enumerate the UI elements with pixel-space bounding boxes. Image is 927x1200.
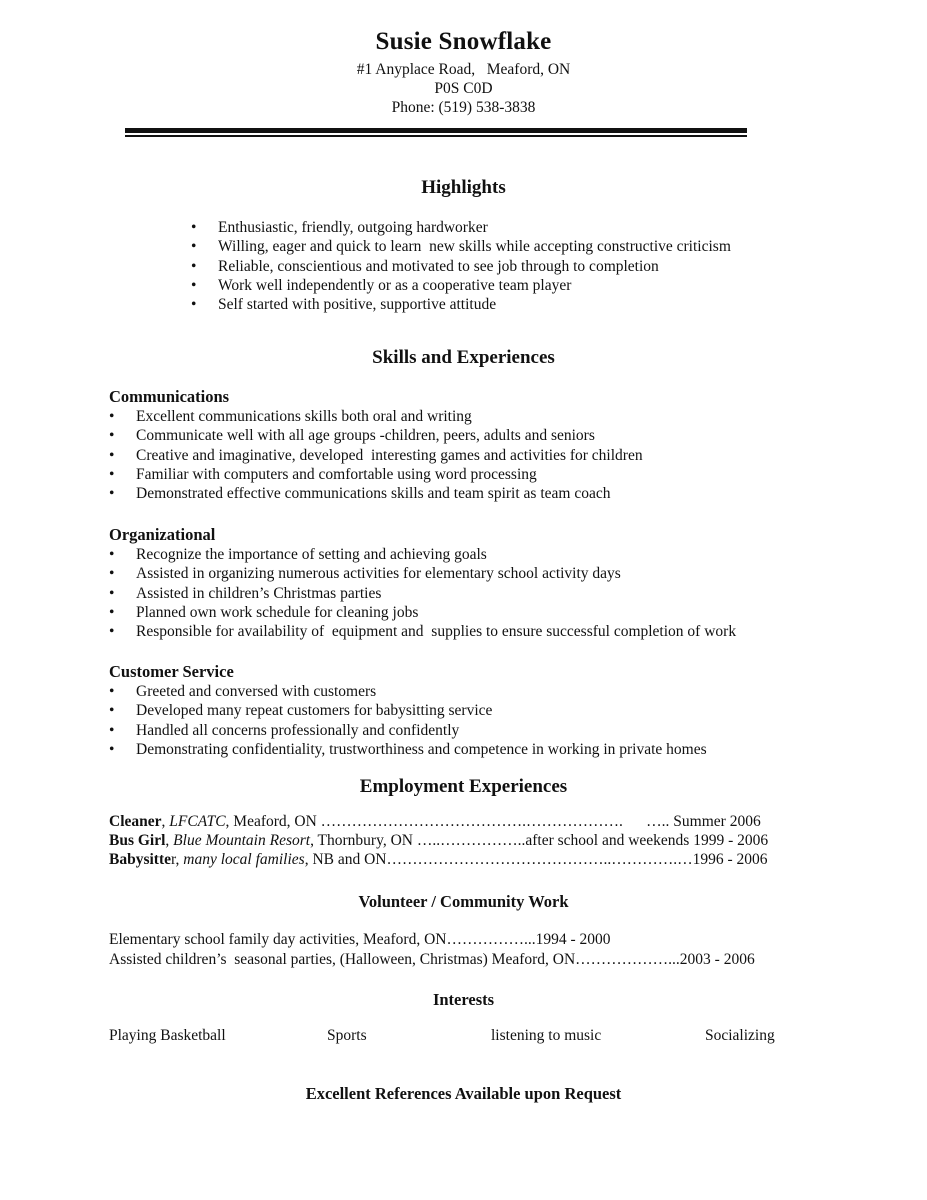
interest-item: Playing Basketball [109,1027,226,1044]
bullet-icon: • [109,721,115,739]
bullet-icon: • [191,257,197,275]
bullet-icon: • [191,276,197,294]
bullet-icon: • [109,408,115,425]
bullet-icon: • [191,219,197,236]
bullet-icon: • [109,465,115,483]
address-line-2: P0S C0D [434,80,493,97]
employment-row: Cleaner, LFCATC, Meaford, ON ………………………………….………………. ….. Summer 2006 [109,813,761,830]
header-divider-thick [125,128,747,133]
interest-item: Sports [327,1027,367,1044]
interest-item: listening to music [491,1027,602,1044]
employment-heading: Employment Experiences [359,776,568,797]
bullet-icon: • [191,238,197,256]
bullet-icon: • [109,446,115,464]
organizational-subheading: Organizational [109,525,216,544]
bullet-icon: • [191,296,197,314]
address-line-1: #1 Anyplace Road, Meaford, ON [356,61,571,78]
volunteer-row: Elementary school family day activities, Meaford, ON……………...1994 - 2000 [109,931,611,948]
bullet-icon: • [109,603,115,621]
resume-page: Susie Snowflake #1 Anyplace Road, Meaford, ON P0S C0D Phone: (519) 538-3838 Highlights • Enthusiastic, friendly, outgoing hardworker • Willing, eager and quick to learn new skills while accepting constructive criticism • Reliable, conscientious and motivated to see job through to completion • Work well independently or as a cooperative team player • Self started with positive, supportive attitude Skills and Experiences Communications • Excellent communications skills both oral and writing • Communicate well with all age groups -children, peers, adults and seniors • Creative and imaginative, developed interesting games and activities for children • Familiar with computers and comfortable using word processing • Demonstrated effective communications skills and team spirit as team coach Organizational • Recognize the importance of setting and achieving goals • Assisted in organizing numerous activities for elementary school activity days • Assisted in children’s Christmas parties • Planned own work schedule for cleaning jobs • Responsible for availability of equipment and supplies to ensure successful completion of work Customer Service • Greeted and conversed with customers • Developed many repeat customers for babysitting service • Handled all concerns professionally and confidently • Demonstrating confidentiality, trustworthiness and competence in working in private homes Employment Experiences Cleaner, LFCATC, Meaford, ON ………………………………….………………. ….. Summer 2006 Bus Girl, Blue Mountain Resort, Thornbury, ON …..……………..after school and weekends 1999 - 2006 Babysitter, many local families, NB and ON……………………………………..………….…1996 - 2006 Volunteer / Community Work Elementary school family day activities, Meaford, ON……………...1994 - 2000 Assisted children’s seasonal parties, (Halloween, Christmas) Meaford, ON………………...2003 - 2006 Interests Playing Basketball Sports listening to music Socializing Excellent References Available upon Request [0,0,927,1200]
interests-heading: Interests [432,990,495,1009]
employment-row: Bus Girl, Blue Mountain Resort, Thornbury, ON …..……………..after school and weekends 1999 - 2006 [109,832,769,849]
bullet-icon: • [109,584,115,602]
phone-number: Phone: (519) 538-3838 [391,99,536,116]
volunteer-row: Assisted children’s seasonal parties, (Halloween, Christmas) Meaford, ON………………...2003 - 2006 [109,951,755,968]
communications-subheading: Communications [109,387,230,406]
employment-row: Babysitter, many local families, NB and ON……………………………………..………….…1996 - 2006 [109,851,768,868]
bullet-icon: • [109,683,115,700]
bullet-icon: • [109,702,115,720]
interest-item: Socializing [705,1027,775,1044]
bullet-icon: • [109,546,115,563]
bullet-icon: • [109,623,115,641]
bullet-icon: • [109,427,115,445]
header-divider-thin [125,135,747,137]
applicant-name: Susie Snowflake [375,28,552,55]
bullet-icon: • [109,740,115,758]
volunteer-heading: Volunteer / Community Work [358,892,569,911]
skills-heading: Skills and Experiences [372,347,555,368]
bullet-icon: • [109,565,115,583]
bullet-icon: • [109,485,115,503]
references-note: Excellent References Available upon Request [305,1084,622,1103]
customer-service-subheading: Customer Service [109,662,234,681]
highlights-heading: Highlights [421,177,506,198]
